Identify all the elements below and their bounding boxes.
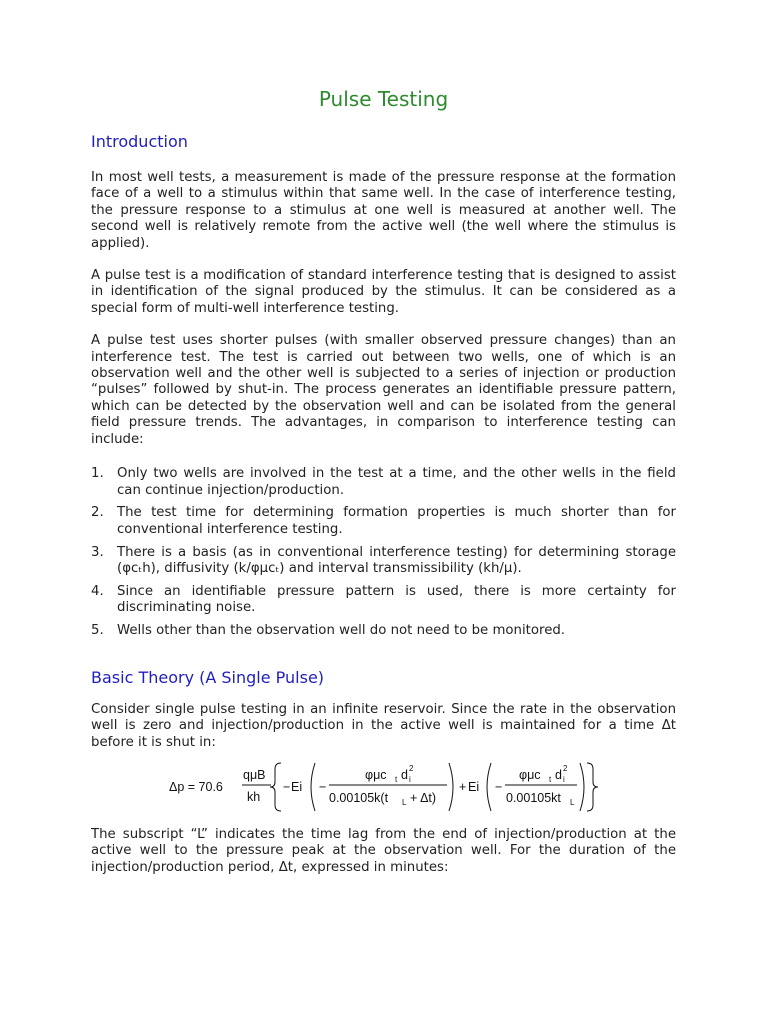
- eq-frac2-sub-L: L: [569, 797, 574, 807]
- list-item: [91, 466, 676, 499]
- eq-minus-2: −: [318, 779, 326, 794]
- section-heading-introduction: Introduction: [91, 132, 188, 151]
- eq-paren-open-2: [487, 763, 491, 811]
- eq-frac1-denominator: 0.00105k(t: [328, 790, 388, 805]
- eq-frac2-sup-2: 2: [562, 763, 567, 773]
- advantages-list: [91, 466, 676, 640]
- list-item: [91, 545, 676, 578]
- eq-frac1-sub-t: t: [394, 774, 397, 784]
- list-item-text: Since an identifiable pressure pattern is used, there is more certainty for discriminating noise.: [117, 584, 676, 616]
- eq-paren-open-1: [311, 763, 315, 811]
- list-item-text: Wells other than the observation well do not need to be monitored.: [117, 623, 566, 639]
- list-item-text: The test time for determining formation properties is much shorter than for conventional interference testing.: [117, 505, 676, 537]
- eq-minus-3: −: [494, 779, 502, 794]
- list-item: [91, 505, 676, 538]
- eq-frac1-d: d: [400, 767, 408, 782]
- eq-lhs: Δp = 70.6: [168, 779, 223, 794]
- theory-paragraph-1: Consider single pulse testing in an infinite reservoir. Since the rate in the observation well is zero and injection/production in the active well is maintained for a time Δt before it is shut in:: [91, 701, 676, 750]
- list-item: [91, 584, 676, 617]
- eq-coef-numerator: qμB: [242, 767, 265, 782]
- document-page: [91, 84, 676, 892]
- pulse-pressure-equation: [91, 757, 676, 817]
- list-item-number: 4.: [91, 584, 104, 600]
- list-item: [91, 623, 676, 639]
- eq-frac2-numerator: φμc: [518, 767, 541, 782]
- list-item-number: 5.: [91, 623, 104, 639]
- eq-frac1-denominator-tail: + Δt): [409, 790, 436, 805]
- eq-coef-denominator: kh: [246, 789, 260, 804]
- eq-frac2-d: d: [554, 767, 562, 782]
- list-item-number: 3.: [91, 544, 104, 560]
- list-item-number: 1.: [91, 466, 104, 482]
- intro-paragraph-2: A pulse test is a modification of standard interference testing that is designed to assist in identification of the signal produced by the stimulus. It can be considered as a special form of multi-well interference testing.: [91, 268, 676, 316]
- eq-paren-close-1: [449, 763, 453, 811]
- intro-paragraph-3: A pulse test uses shorter pulses (with smaller observed pressure changes) than an interference test. The test is carried out between two wells, one of which is an observation well and the other well is subjected to a series of injection or production “pulses” followed by shut-in. The process generates an identifiable pressure pattern, which can be detected by the observation well and can be isolated from the general field pressure trends. The advantages, in comparison to interference testing can include:: [91, 333, 676, 447]
- eq-ei-2: Ei: [467, 779, 479, 794]
- eq-frac1-sub-i: i: [408, 774, 411, 784]
- section-heading-basic-theory: Basic Theory (A Single Pulse): [91, 667, 325, 687]
- list-item-text: There is a basis (as in conventional interference testing) for determining storage (φcₜh), diffusivity (k/φμcₜ) and interval transmissibility (kh/μ).: [117, 544, 676, 577]
- theory-paragraph-2: The subscript “L” indicates the time lag from the end of injection/production at the active well to the pressure peak at the observation well. For the duration of the injection/production period, Δt, expressed in minutes:: [91, 826, 676, 875]
- eq-right-brace: [587, 763, 598, 811]
- eq-frac1-sup-2: 2: [408, 763, 413, 773]
- equation-svg: [169, 757, 599, 817]
- eq-frac2-denominator: 0.00105kt: [505, 790, 561, 805]
- page-title: Pulse Testing: [318, 87, 449, 111]
- eq-ei-1: Ei: [290, 779, 302, 794]
- eq-frac1-numerator: φμc: [364, 767, 387, 782]
- list-item-number: 2.: [91, 505, 104, 521]
- eq-frac2-sub-t: t: [548, 774, 551, 784]
- intro-paragraph-1: In most well tests, a measurement is made of the pressure response at the formation face of a well to a stimulus within that same well. In the case of interference testing, the pressure response to a stimulus at one well is measured at another well. The second well is relatively remote from the active well (the well where the stimulus is applied).: [91, 170, 676, 251]
- list-item-text: Only two wells are involved in the test at a time, and the other wells in the field can continue injection/production.: [117, 466, 676, 498]
- eq-minus-1: −: [282, 779, 290, 794]
- eq-paren-close-2: [580, 763, 584, 811]
- eq-plus: +: [458, 779, 466, 794]
- eq-left-brace: [270, 763, 281, 811]
- eq-frac1-sub-L: L: [401, 797, 406, 807]
- eq-frac2-sub-i: i: [562, 774, 565, 784]
